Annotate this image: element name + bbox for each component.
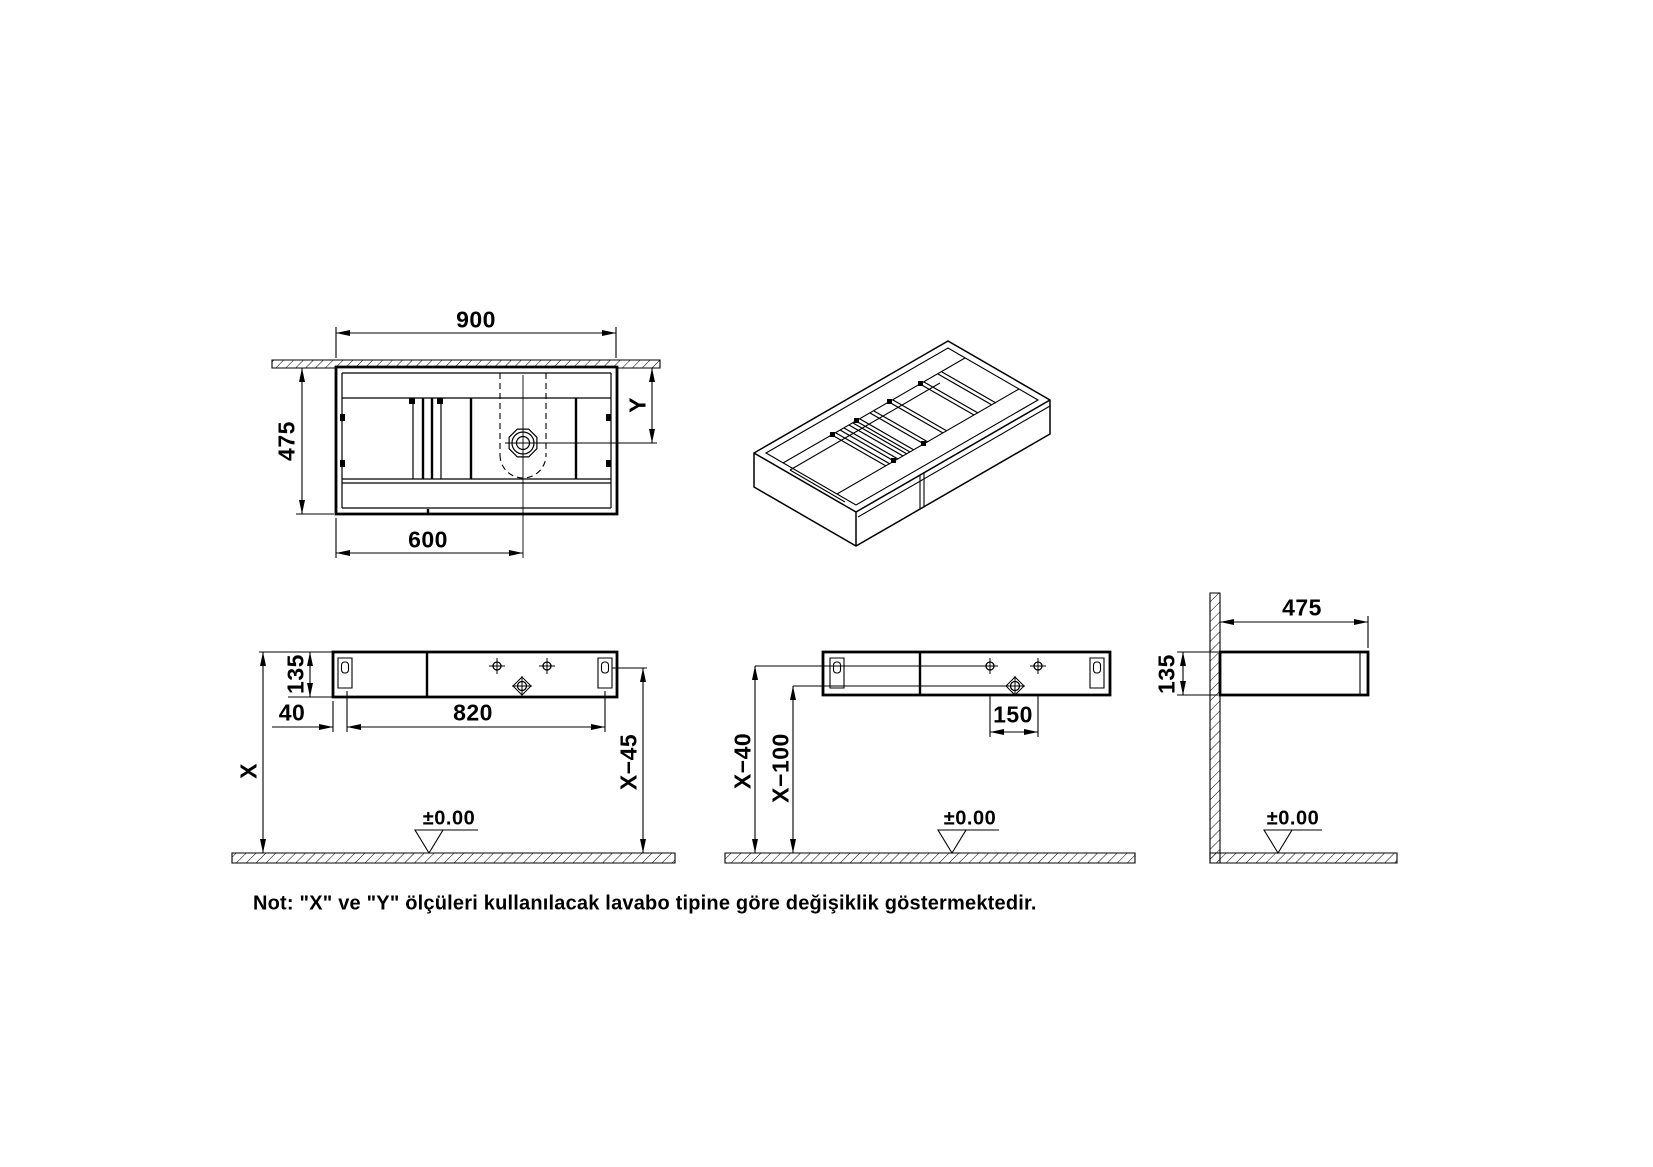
- dim-floor-to-top: X: [235, 763, 262, 779]
- dim-bracket-spacing: 820: [453, 699, 493, 726]
- datum-label-b: ±0.00: [943, 807, 997, 830]
- dim-top-depth: 475: [273, 421, 300, 461]
- floor-section-a: [232, 853, 675, 863]
- dim-front-height: 135: [282, 654, 309, 694]
- dim-drain-from-wall: Y: [624, 397, 651, 413]
- dim-side-height: 135: [1153, 654, 1180, 694]
- datum-symbol-side: [1264, 830, 1322, 853]
- datum-label-a: ±0.00: [422, 807, 476, 830]
- top-view: [272, 327, 660, 558]
- dim-floor-to-upper-holes: X−40: [729, 732, 756, 790]
- dim-floor-to-lower-hole: X−100: [767, 733, 794, 803]
- drawing-note: Not: "X" ve "Y" ölçüleri kullanılacak lavabo tipine göre değişiklik göstermektedir.: [253, 892, 1037, 915]
- wall-section-side: [1210, 593, 1220, 863]
- dim-floor-to-bracket: X−45: [615, 733, 642, 791]
- datum-label-side: ±0.00: [1266, 807, 1320, 830]
- datum-symbol-a: [415, 830, 478, 853]
- dim-hole-spacing: 150: [993, 701, 1033, 728]
- dim-475-lines: [296, 368, 334, 514]
- floor-section-b: [725, 853, 1135, 863]
- dim-drain-from-left: 600: [408, 526, 448, 553]
- dim-top-width: 900: [456, 306, 496, 333]
- dim-side-depth: 475: [1282, 594, 1322, 621]
- cabinet-outline-front-a: [333, 652, 617, 697]
- cabinet-outline-side: [1220, 652, 1368, 695]
- cabinet-outline-front-b: [823, 652, 1110, 695]
- dim-side-gap: 40: [278, 699, 306, 726]
- floor-section-side: [1210, 853, 1397, 863]
- isometric-view: [754, 341, 1050, 546]
- datum-symbol-b: [938, 830, 999, 853]
